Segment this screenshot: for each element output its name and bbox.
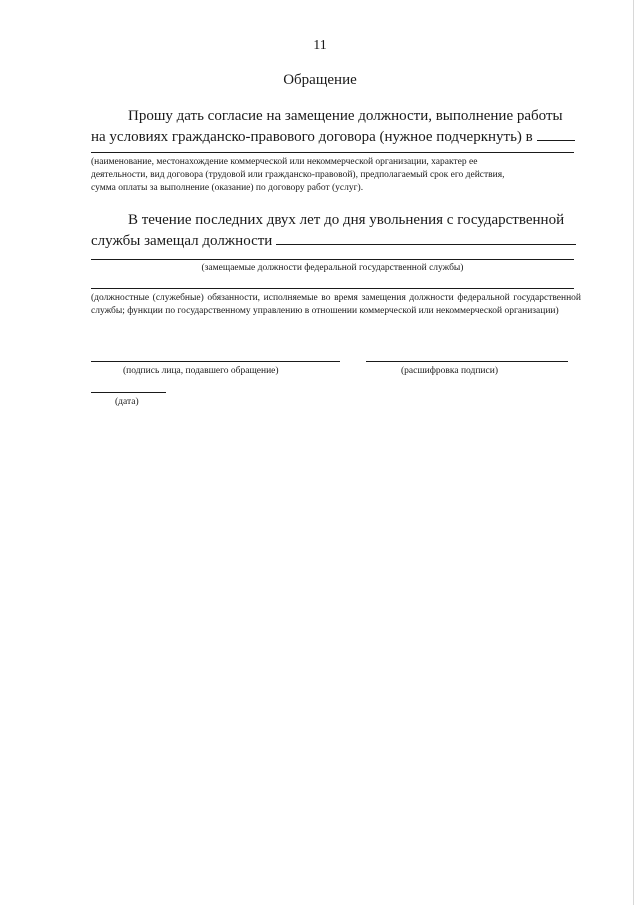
organization-caption-line-2: деятельности, вид договора (трудовой или гражданско-правовой), предполагаемый срок его действия, <box>91 170 505 180</box>
page-number: 11 <box>313 38 327 53</box>
signature-line[interactable] <box>91 361 340 362</box>
positions-caption: (замещаемые должности федеральной государственной службы) <box>201 263 464 273</box>
duties-caption: (должностные (служебные) обязанности, исполняемые во время замещения должности федеральной государственной службы; функции по государственному управлению в отношении коммерческой или некоммерческой организации) <box>91 293 581 316</box>
service-line-2 <box>91 230 576 251</box>
organization-blank-line[interactable] <box>91 152 574 153</box>
page-edge <box>633 0 634 905</box>
organization-caption-line-3: сумма оплаты за выполнение (оказание) по договору работ (услуг). <box>91 183 364 193</box>
request-line-2-text: на условиях гражданско-правового договора (нужное подчеркнуть) в <box>91 129 533 145</box>
date-line[interactable] <box>91 392 166 393</box>
service-line-1: В течение последних двух лет до дня увольнения с государственной <box>128 212 565 228</box>
positions-blank-inline[interactable] <box>276 230 576 245</box>
date-caption: (дата) <box>115 397 139 407</box>
request-line-1: Прошу дать согласие на замещение должности, выполнение работы <box>128 108 563 124</box>
service-line-2-text: службы замещал должности <box>91 233 273 249</box>
organization-caption-line-1: (наименование, местонахождение коммерческой или некоммерческой организации, характер ее <box>91 157 478 167</box>
document-title: Обращение <box>283 72 357 88</box>
duties-blank-line[interactable] <box>91 288 574 289</box>
organization-blank-short[interactable] <box>537 126 575 141</box>
organization-caption <box>91 156 581 195</box>
signature-decoding-caption: (расшифровка подписи) <box>401 366 498 376</box>
positions-blank-line[interactable] <box>91 259 574 260</box>
request-line-2 <box>91 126 575 147</box>
signature-caption: (подпись лица, подавшего обращение) <box>123 366 279 376</box>
signature-decoding-line[interactable] <box>366 361 568 362</box>
